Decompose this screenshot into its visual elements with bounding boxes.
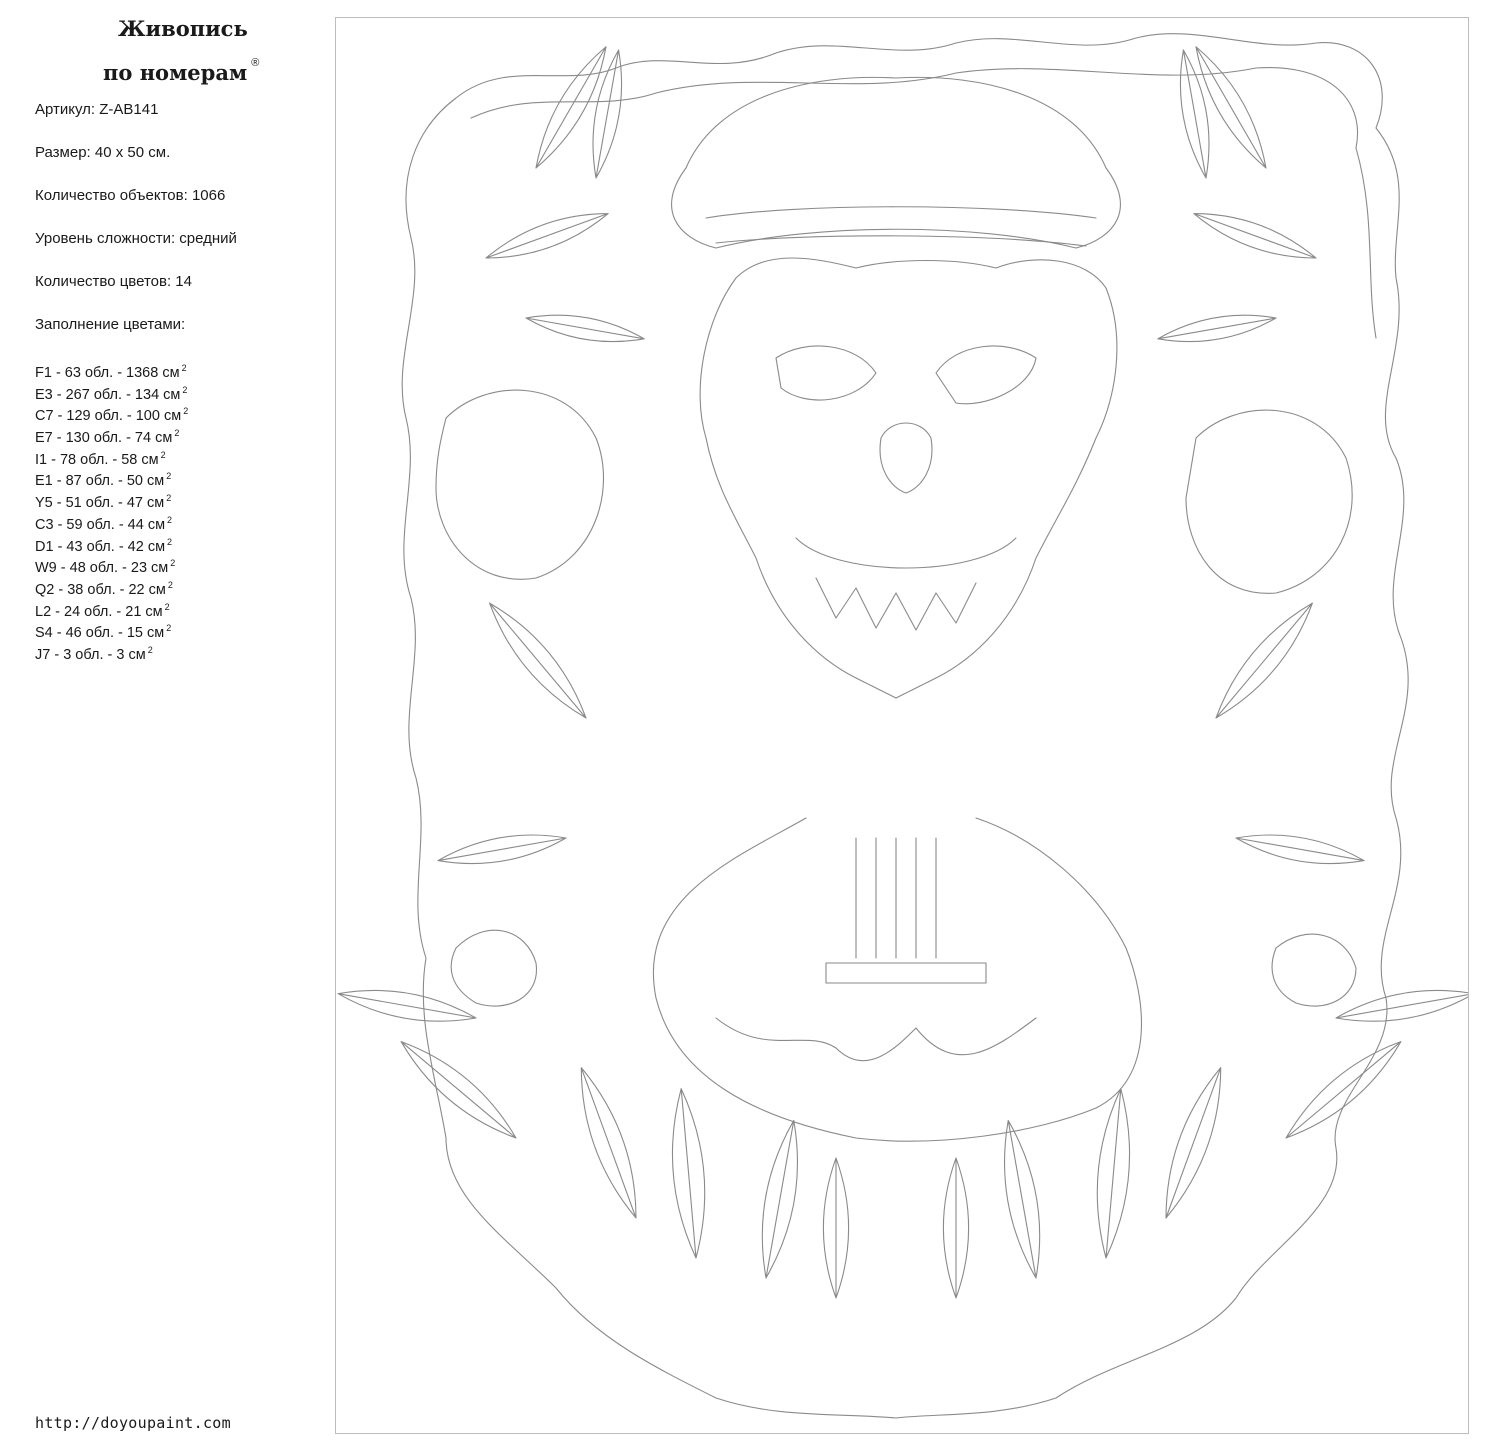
leaf-shape <box>1097 1089 1129 1258</box>
color-fill-label: F1 - 63 обл. - 1368 см <box>35 365 180 381</box>
canvas-size: Размер: 40 х 50 см. <box>35 144 171 161</box>
color-fill-item <box>35 553 188 575</box>
website-link[interactable]: http://doyoupaint.com <box>35 1414 231 1432</box>
leaf-shape <box>490 603 586 718</box>
color-fill-item <box>35 575 188 597</box>
hat-outline <box>672 77 1121 248</box>
color-fill-label: I1 - 78 обл. - 58 см <box>35 451 159 468</box>
line-art <box>336 18 1468 1433</box>
left-eye <box>776 346 876 400</box>
guitar-scroll <box>716 1018 1036 1061</box>
color-fill-item <box>35 423 188 445</box>
left-small-rose <box>451 930 536 1006</box>
leaf-shape <box>526 315 644 341</box>
color-fill-item <box>35 380 188 402</box>
leaf-shape <box>1196 47 1266 168</box>
guitar-body <box>653 818 1141 1141</box>
leaf-shape <box>486 214 608 258</box>
leaf-shape <box>1336 990 1468 1021</box>
leaf-shape <box>1194 214 1316 258</box>
leaf-shape <box>581 1068 636 1218</box>
color-fill-item <box>35 618 188 640</box>
color-fill-item <box>35 488 188 510</box>
product-info <box>35 99 237 336</box>
color-fill-item <box>35 597 188 619</box>
brand-line-1: Живопись <box>118 16 248 41</box>
square-unit-mark: 2 <box>181 363 187 373</box>
leaf-shape <box>943 1158 968 1298</box>
color-fill-label: J7 - 3 обл. - 3 см <box>35 646 146 663</box>
square-unit-mark: 2 <box>160 449 166 460</box>
leaf-shape <box>1005 1120 1040 1278</box>
square-unit-mark: 2 <box>170 558 176 569</box>
square-unit-mark: 2 <box>167 514 173 525</box>
color-fill-label: W9 - 48 обл. - 23 см <box>35 560 169 577</box>
square-unit-mark: 2 <box>174 428 180 439</box>
color-fill-item <box>35 640 188 662</box>
color-fill-label: D1 - 43 обл. - 42 см <box>35 538 166 555</box>
leaf-shape <box>1180 50 1209 178</box>
leaf-shape <box>823 1158 848 1298</box>
leaf-shape <box>593 50 622 178</box>
leaf-shape <box>438 835 566 864</box>
leaf-shape <box>1158 315 1276 341</box>
color-fill-label: Q2 - 38 обл. - 22 см <box>35 581 166 598</box>
left-rose <box>436 390 604 579</box>
color-fill-label: C7 - 129 обл. - 100 см <box>35 408 182 425</box>
outer-border <box>402 34 1408 1418</box>
color-fill-item <box>35 401 188 423</box>
square-unit-mark: 2 <box>167 579 173 590</box>
square-unit-mark: 2 <box>166 471 172 482</box>
square-unit-mark: 2 <box>166 623 172 634</box>
brand-logo <box>60 12 300 90</box>
color-fill-item <box>35 445 188 467</box>
brand-line-2-text: по номерам <box>103 60 248 85</box>
nose <box>880 423 932 493</box>
square-unit-mark: 2 <box>183 406 189 417</box>
color-fill-item <box>35 510 188 532</box>
guitar-bridge <box>826 963 986 983</box>
leaf-shape <box>401 1042 516 1138</box>
objects-count: Количество объектов: 1066 <box>35 187 226 204</box>
square-unit-mark: 2 <box>147 644 153 655</box>
color-fill-label: E3 - 267 обл. - 134 см <box>35 386 181 403</box>
right-rose <box>1186 410 1352 593</box>
color-fill-label: S4 - 46 обл. - 15 см <box>35 625 165 642</box>
color-fill-label: L2 - 24 обл. - 21 см <box>35 603 163 620</box>
leaf-shape <box>338 990 476 1021</box>
inner-border-top <box>471 68 1376 338</box>
leaf-shape <box>1286 1042 1401 1138</box>
color-fill-item <box>35 532 188 554</box>
color-fill-label: C3 - 59 обл. - 44 см <box>35 516 166 533</box>
color-fill-item <box>35 358 188 380</box>
leaf-shape <box>1166 1068 1221 1218</box>
color-fill-label: E1 - 87 обл. - 50 см <box>35 473 165 490</box>
article-number: Артикул: Z-AB141 <box>35 101 159 118</box>
leaf-shape <box>1236 835 1364 864</box>
leaf-shape <box>1216 603 1312 718</box>
right-small-rose <box>1272 934 1356 1006</box>
difficulty-level: Уровень сложности: средний <box>35 230 237 247</box>
guitar-strings <box>856 838 936 958</box>
leaf-shape <box>762 1120 797 1278</box>
color-fill-item <box>35 466 188 488</box>
color-fill-label: Y5 - 51 обл. - 47 см <box>35 495 165 512</box>
color-fill-list <box>35 358 188 662</box>
colors-count: Количество цветов: 14 <box>35 273 192 290</box>
fill-header: Заполнение цветами: <box>35 316 186 333</box>
skull-outline <box>700 258 1117 698</box>
leaf-shape <box>536 47 606 168</box>
registered-mark: ® <box>251 57 260 69</box>
right-eye <box>936 346 1036 404</box>
leaf-shape <box>672 1089 704 1258</box>
teeth <box>816 578 976 630</box>
brand-line-2 <box>60 46 300 90</box>
color-fill-label: E7 - 130 обл. - 74 см <box>35 430 173 447</box>
jaw-top <box>796 538 1016 568</box>
square-unit-mark: 2 <box>166 493 172 504</box>
hat-band <box>706 207 1096 218</box>
square-unit-mark: 2 <box>164 601 170 612</box>
square-unit-mark: 2 <box>182 384 188 395</box>
coloring-canvas <box>335 17 1469 1434</box>
square-unit-mark: 2 <box>167 536 173 547</box>
